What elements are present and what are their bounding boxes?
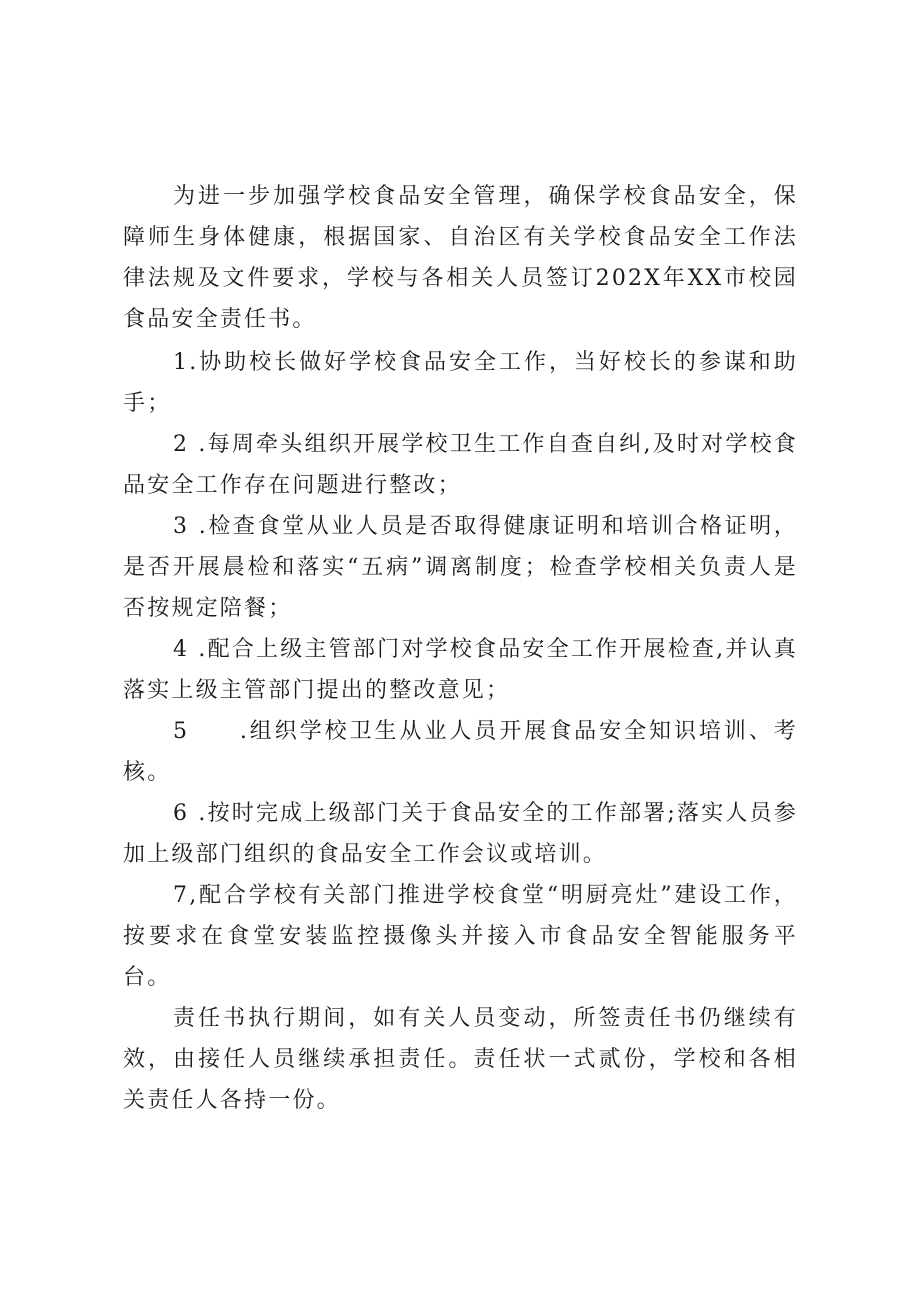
document-body bbox=[123, 176, 798, 1121]
item-1: 1.协助校长做好学校食品安全工作，当好校长的参谋和助手； bbox=[123, 350, 798, 416]
item-3: 3 .检查食堂从业人员是否取得健康证明和培训合格证明，是否开展晨检和落实“五病”调离制度；检查学校相关负责人是否按规定陪餐； bbox=[123, 514, 798, 621]
intro-paragraph: 为进一步加强学校食品安全管理，确保学校食品安全，保障师生身体健康，根据国家、自治区有关学校食品安全工作法律法规及文件要求，学校与各相关人员签订202X年XX市校园食品安全责任书。 bbox=[123, 184, 798, 332]
item-4: 4 .配合上级主管部门对学校食品安全工作开展检查,并认真落实上级主管部门提出的整改意见； bbox=[123, 637, 798, 703]
item-5: 5 .组织学校卫生从业人员开展食品安全知识培训、考核。 bbox=[123, 719, 798, 785]
item-6: 6 .按时完成上级部门关于食品安全的工作部署;落实人员参加上级部门组织的食品安全工作会议或培训。 bbox=[123, 801, 798, 867]
item-7: 7,配合学校有关部门推进学校食堂“明厨亮灶”建设工作，按要求在食堂安装监控摄像头并接入市食品安全智能服务平台。 bbox=[123, 883, 798, 990]
closing-paragraph: 责任书执行期间，如有关人员变动，所签责任书仍继续有效，由接任人员继续承担责任。责任状一式贰份，学校和各相关责任人各持一份。 bbox=[123, 1006, 798, 1113]
item-2: 2 .每周牵头组织开展学校卫生工作自查自纠,及时对学校食品安全工作存在问题进行整改； bbox=[123, 432, 798, 498]
